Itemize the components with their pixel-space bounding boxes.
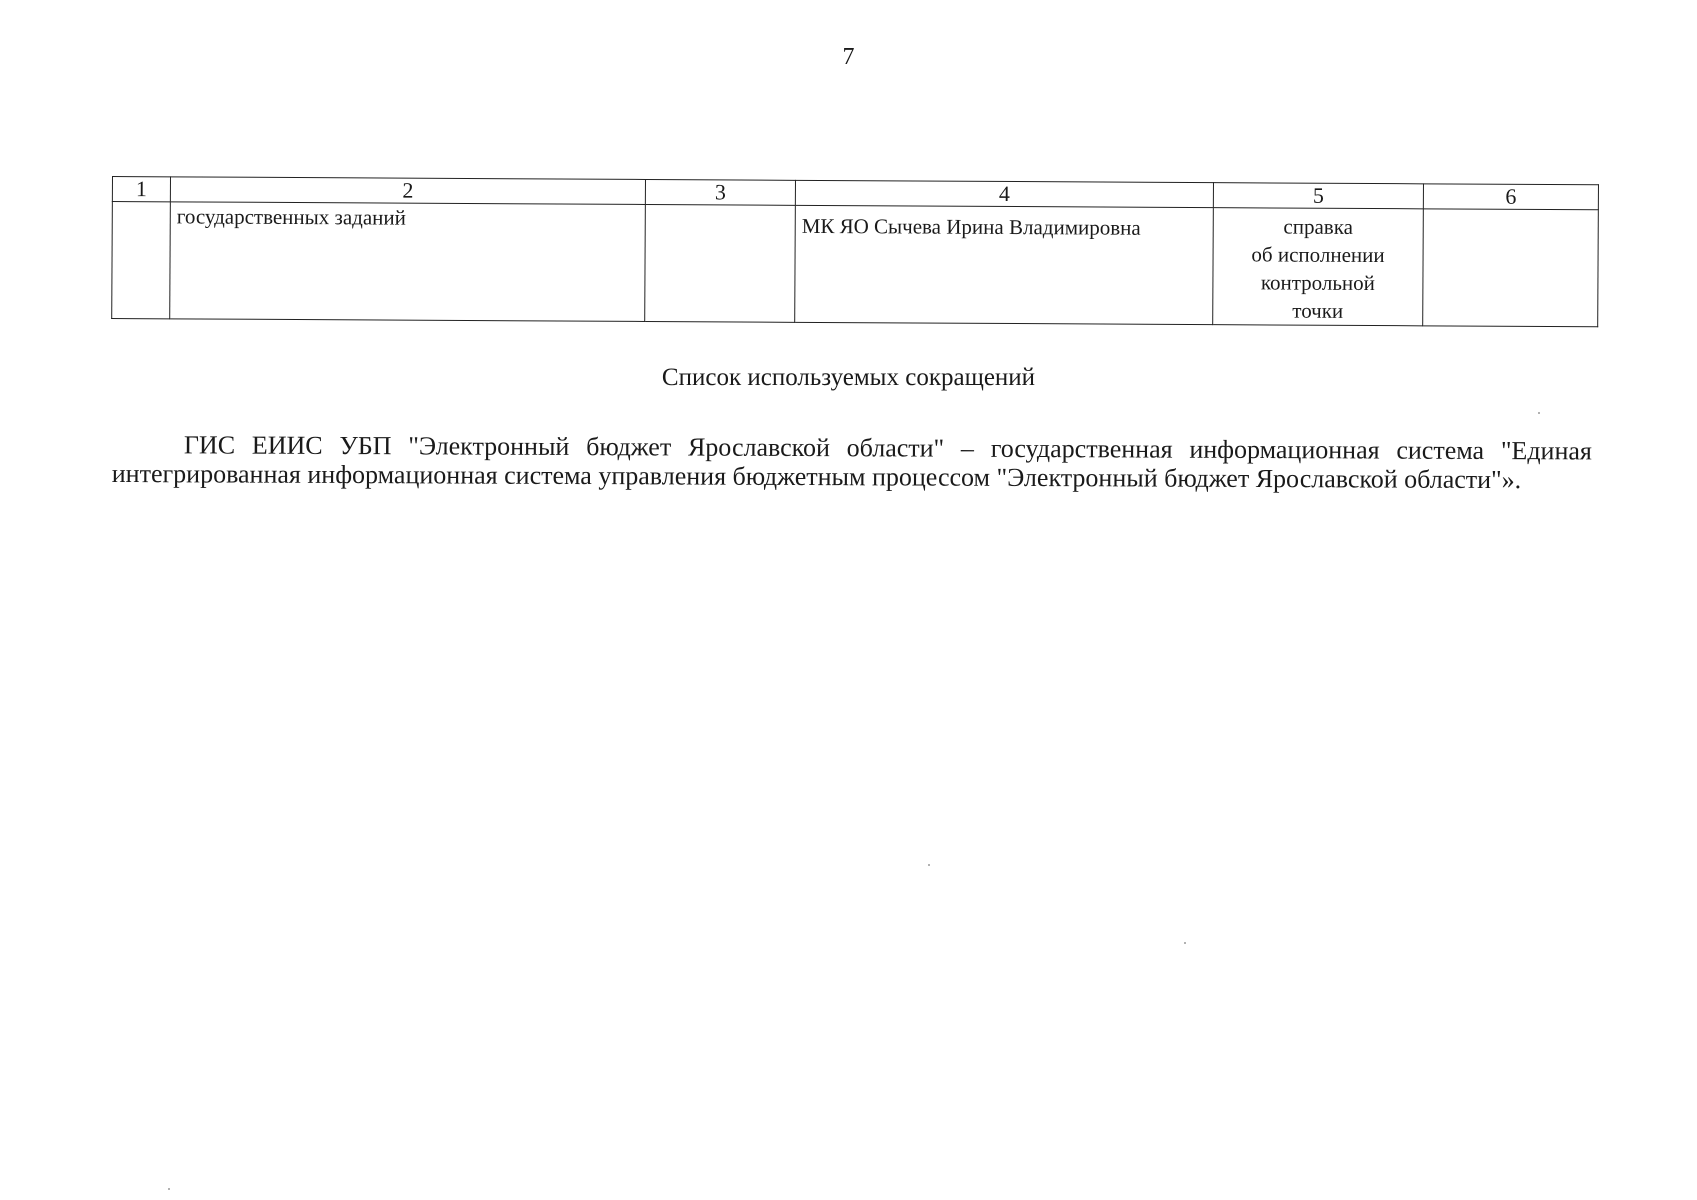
abbreviations-paragraph: ГИС ЕИИС УБП "Электронный бюджет Ярославской области" – государственная информационная система "Единая интегрированная информационная система управления бюджетным процессом "Электронный бюджет Ярославской области"».	[111, 430, 1592, 495]
scan-speck	[1538, 412, 1540, 414]
scan-speck	[1184, 942, 1186, 944]
table-cell	[1423, 209, 1599, 327]
table-cell: МК ЯО Сычева Ирина Владимировна	[795, 205, 1214, 324]
page-number: 7	[842, 44, 855, 70]
column-header: 2	[170, 177, 645, 205]
report-line: об исполнении	[1251, 242, 1385, 268]
column-header: 5	[1213, 183, 1423, 209]
column-header: 3	[645, 179, 795, 205]
table-cell	[112, 202, 171, 319]
monitoring-table	[111, 176, 1599, 327]
monitoring-table-wrapper	[111, 176, 1598, 327]
column-header: 4	[795, 180, 1213, 207]
table-row	[112, 202, 1599, 327]
column-header: 1	[112, 177, 170, 202]
abbreviations-title: Список используемых сокращений	[661, 364, 1036, 391]
table-cell	[645, 204, 796, 322]
report-line: контрольной	[1260, 270, 1376, 296]
report-line: точки	[1292, 298, 1344, 323]
scan-speck	[928, 864, 930, 866]
scan-speck	[168, 1188, 170, 1190]
report-line: справка	[1283, 214, 1354, 239]
table-cell: государственных заданий	[170, 202, 646, 322]
column-header: 6	[1423, 184, 1598, 210]
table-cell-report	[1213, 208, 1424, 326]
